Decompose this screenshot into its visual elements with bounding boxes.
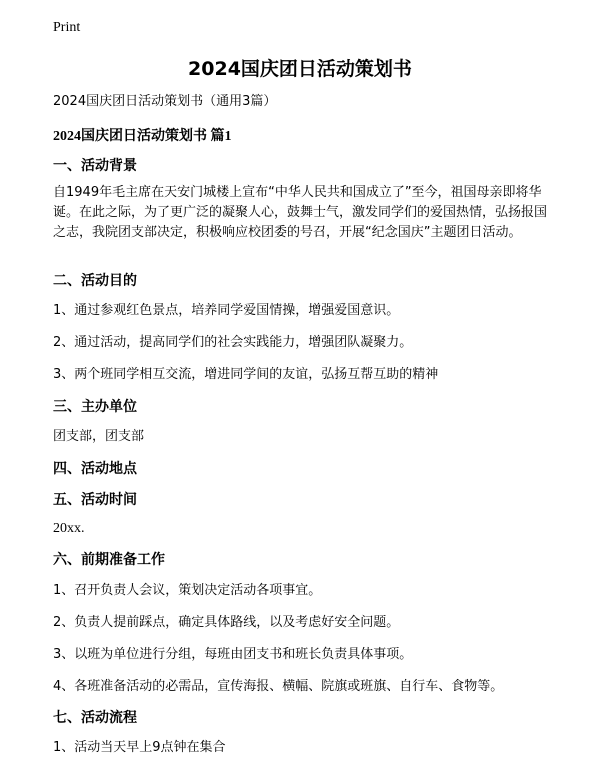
- part-title: 2024国庆团日活动策划书 篇1: [53, 129, 232, 144]
- preparation-item: 2、负责人提前踩点，确定具体路线，以及考虑好安全问题。: [53, 615, 400, 630]
- preparation-item: 4、各班准备活动的必需品，宣传海报、横幅、院旗或班旗、自行车、食物等。: [53, 679, 504, 694]
- section-heading-process: 七、活动流程: [53, 710, 137, 726]
- background-paragraph: 自1949年毛主席在天安门城楼上宣布“中华人民共和国成立了”至今，祖国母亲即将华诞。在此之际，为了更广泛的凝聚人心，鼓舞士气，激发同学们的爱国热情，弘扬报国之志，我院团支部决定，积极响应校团委的号召，开展“纪念国庆”主题团日活动。: [53, 185, 548, 240]
- document-subtitle: 2024国庆团日活动策划书（通用3篇）: [53, 94, 277, 109]
- document-title: 2024国庆团日活动策划书: [188, 58, 412, 80]
- section-heading-host: 三、主办单位: [53, 399, 137, 415]
- section-heading-time: 五、活动时间: [53, 492, 137, 508]
- purpose-item: 2、通过活动，提高同学们的社会实践能力，增强团队凝聚力。: [53, 335, 413, 350]
- preparation-item: 3、以班为单位进行分组，每班由团支书和班长负责具体事项。: [53, 647, 413, 662]
- print-link[interactable]: Print: [53, 20, 81, 35]
- section-heading-location: 四、活动地点: [53, 461, 137, 477]
- purpose-item: 1、通过参观红色景点，培养同学爱国情操，增强爱国意识。: [53, 303, 400, 318]
- section-heading-preparation: 六、前期准备工作: [53, 552, 165, 568]
- time-text: 20xx.: [53, 521, 85, 536]
- process-item: 1、活动当天早上9点钟在集合: [53, 740, 226, 755]
- purpose-item: 3、两个班同学相互交流，增进同学间的友谊，弘扬互帮互助的精神: [53, 367, 439, 382]
- section-heading-background: 一、活动背景: [53, 158, 137, 174]
- section-heading-purpose: 二、活动目的: [53, 273, 137, 289]
- preparation-item: 1、召开负责人会议，策划决定活动各项事宜。: [53, 583, 322, 598]
- host-text: 团支部，团支部: [53, 429, 145, 444]
